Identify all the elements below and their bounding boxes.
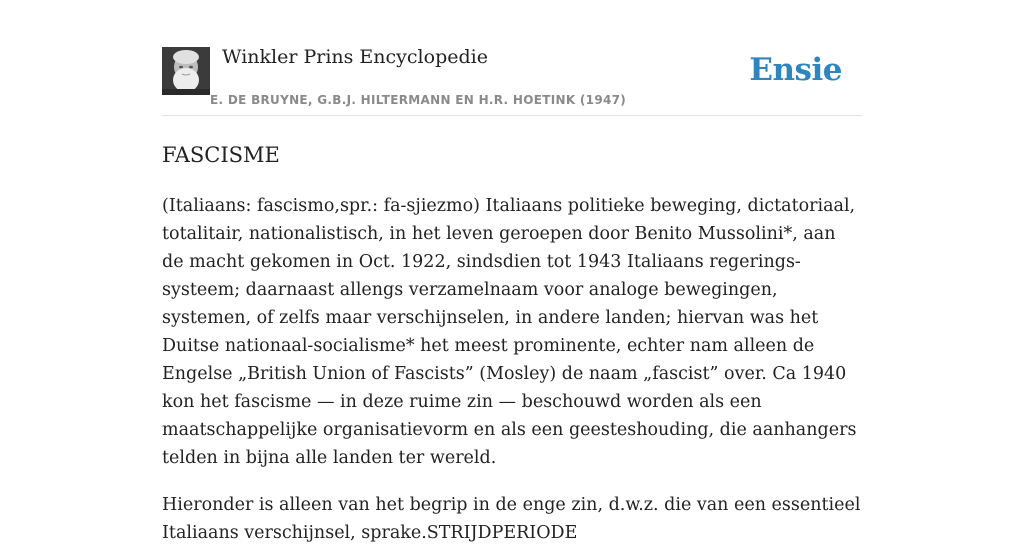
authors-byline: E. DE BRUYNE, G.B.J. HILTERMANN EN H.R. HOETINK (1947)	[210, 93, 627, 107]
entry-title: FASCISME	[162, 143, 280, 167]
header	[162, 44, 862, 116]
article-paragraph: Hieronder is alleen van het begrip in de enge zin, d.w.z. die van een essentieel Italiaans verschijnsel, sprake.STRIJDPERIODE	[162, 495, 861, 543]
article	[162, 140, 862, 547]
ensie-logo[interactable]: Ensie	[749, 52, 842, 88]
author-portrait-icon[interactable]	[162, 47, 210, 95]
portrait-graphic	[162, 47, 210, 95]
encyclopedia-title[interactable]: Winkler Prins Encyclopedie	[222, 46, 488, 68]
article-paragraph: (Italiaans: fascismo,spr.: fa-sjiezmo) Italiaans politieke beweging, dictatoriaal, totalitair, nationalistisch, in het leven geroepen door Benito Mussolini*, aan de macht gekomen in Oct. 1922, sindsdien tot 1943 Italiaans regerings-systeem; daarnaast allengs verzamelnaam voor analoge bewegingen, systemen, of zelfs maar verschijnselen, in andere landen; hiervan was het Duitse nationaal-socialisme* het meest prominente, echter nam alleen de Engelse „British Union of Fascists” (Mosley) de naam „fascist” over. Ca 1940 kon het fascisme — in deze ruime zin — beschouwd worden als een maatschappelijke organisatievorm en als een geesteshouding, die aanhangers telden in bijna alle landen ter wereld.	[162, 196, 857, 468]
